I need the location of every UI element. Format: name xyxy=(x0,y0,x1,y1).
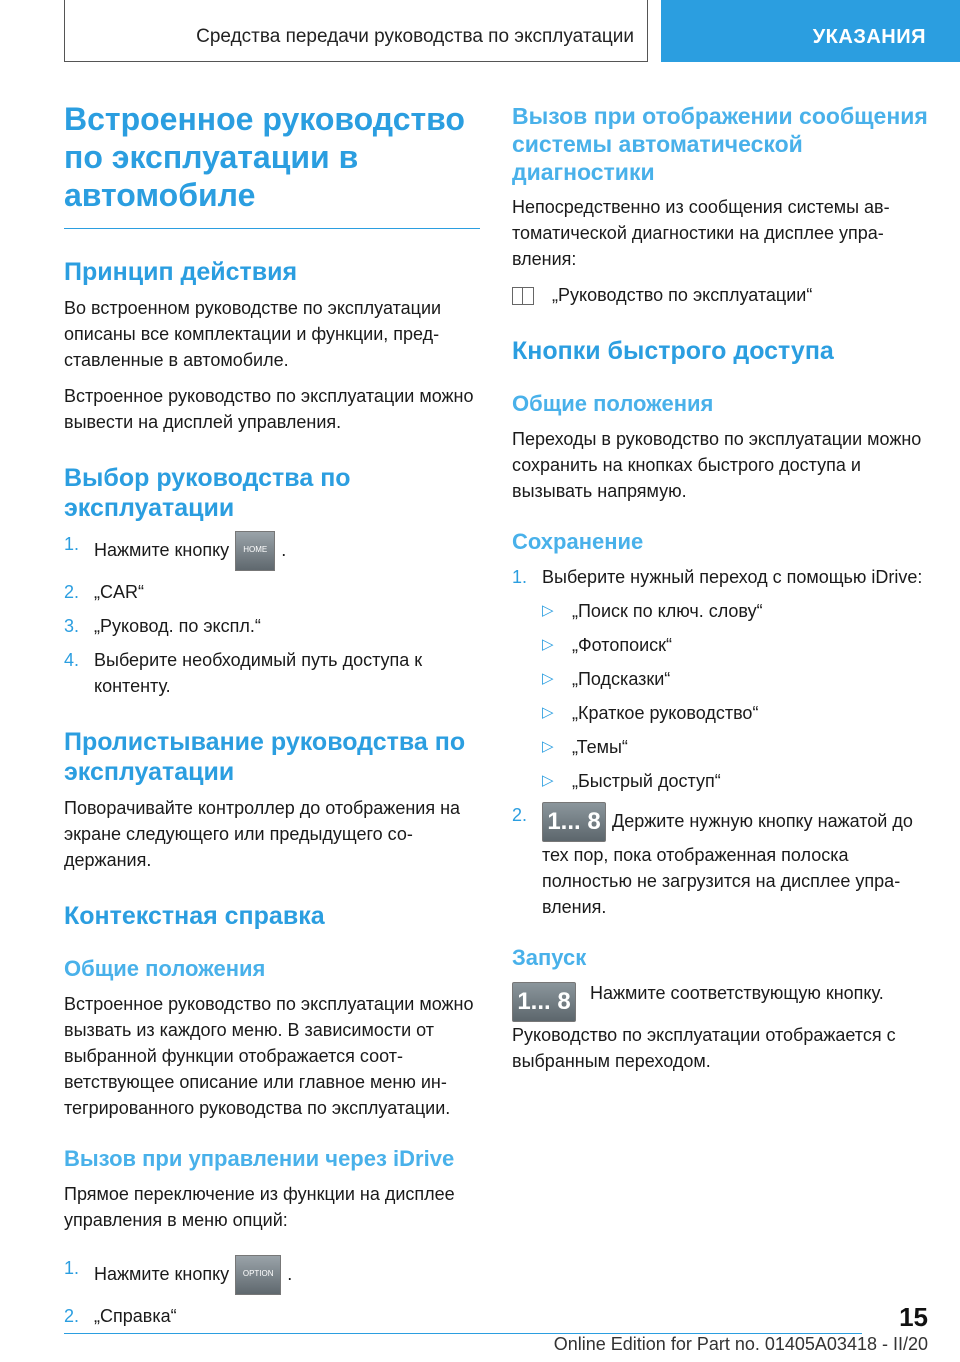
list-item xyxy=(64,1255,480,1295)
section-diagnostic-title: Вызов при отображении сообщения системы автоматической диагностики xyxy=(512,103,928,185)
step-text-after: . xyxy=(281,539,287,560)
right-column xyxy=(512,100,932,1084)
list-item xyxy=(64,531,480,571)
list-item xyxy=(542,632,932,658)
step-number: 1. xyxy=(64,534,80,554)
step-number: 2. xyxy=(64,582,80,602)
section-context-title: Контекстная справка xyxy=(64,902,325,930)
section-favorites-title: Кнопки быстрого доступа xyxy=(512,337,834,365)
step-text: Выберите необходимый путь доступа к контенту. xyxy=(94,650,423,696)
option-button-icon: OPTION xyxy=(235,1255,281,1295)
step-text: „Руковод. по экспл.“ xyxy=(94,616,261,636)
step-number: 1. xyxy=(64,1258,80,1278)
list-item xyxy=(64,579,480,605)
favorites-save-title: Сохранение xyxy=(512,529,644,554)
context-idrive-title: Вызов при управлении через iDrive xyxy=(64,1146,455,1171)
run-p2: Нажмите соответствующую кнопку. xyxy=(590,983,884,1003)
list-item xyxy=(64,647,480,699)
left-column xyxy=(64,100,480,1337)
context-general-title: Общие положения xyxy=(64,956,266,981)
triangle-icon: ▷ xyxy=(542,602,554,619)
diagnostic-p1: Непосредственно из сообщения системы автоматической диагностики на дисплее управления: xyxy=(512,197,890,269)
page-number: 15 xyxy=(899,1302,928,1332)
bullet-text: „Поиск по ключ. слову“ xyxy=(572,601,763,621)
header-tab-label: УКАЗАНИЯ xyxy=(812,26,926,48)
step-number: 3. xyxy=(64,616,80,636)
run-p3: Руководство по эксплуатации отображается с выбранным переходом. xyxy=(512,1025,896,1071)
section-select-title: Выбор руководства по эксплуатации xyxy=(64,464,351,522)
triangle-icon: ▷ xyxy=(542,738,554,755)
book-icon xyxy=(512,287,534,305)
step-text: Нажмите кнопку xyxy=(94,539,230,560)
bullet-text: „Темы“ xyxy=(572,737,628,757)
step-text: „CAR“ xyxy=(94,582,144,602)
favorites-button-icon: 1... 8 xyxy=(542,802,606,842)
section-scroll-p1: Поворачивайте контроллер до отображения на экране следующего или предыдущего содержания. xyxy=(64,798,461,870)
list-item xyxy=(64,613,480,639)
bullet-text: „Быстрый доступ“ xyxy=(572,771,721,791)
select-steps xyxy=(64,531,480,699)
step-text: Выберите нужный переход с помощью iDrive: xyxy=(542,567,923,587)
triangle-icon: ▷ xyxy=(542,704,554,721)
page-title: Встроенное руководство по эксплуатации в автомобиле xyxy=(64,101,465,213)
diagnostic-ref-text: „Руководство по эксплуатации“ xyxy=(552,285,813,305)
step-text: Нажмите кнопку xyxy=(94,1263,230,1284)
favorites-general-title: Общие положения xyxy=(512,391,714,416)
footer-edition: Online Edition for Part no. 01405A03418 - II/20 xyxy=(553,1334,928,1354)
favorites-general-p1: Переходы в руководство по эксплуатации можно сохранить на кнопках быстрого доступа и вызывать напрямую. xyxy=(512,429,922,501)
bullet-text: „Фотопоиск“ xyxy=(572,635,673,655)
list-item xyxy=(542,734,932,760)
run-block xyxy=(512,980,932,1022)
step-number: 2. xyxy=(64,1306,80,1326)
list-item xyxy=(542,700,932,726)
favorites-run-title: Запуск xyxy=(512,945,587,970)
triangle-icon: ▷ xyxy=(542,772,554,789)
context-general-p1: Встроенное руководство по эксплуатации можно вызвать из каждого меню. В зависимости от выбранной функции отображается соответствующее описание или главное меню интегрированного руководства по эксплуатации. xyxy=(64,994,474,1118)
list-item xyxy=(512,564,932,794)
save-steps xyxy=(512,564,932,920)
list-item xyxy=(542,768,932,794)
bullet-text: „Подсказки“ xyxy=(572,669,671,689)
step-number: 2. xyxy=(512,805,528,825)
list-item xyxy=(512,802,932,920)
step-text: „Справка“ xyxy=(94,1306,177,1326)
section-principle-p2: Встроенное руководство по эксплуатации можно вывести на дисплей управления. xyxy=(64,386,474,432)
save-bullets xyxy=(542,598,932,794)
step-number: 4. xyxy=(64,650,80,670)
list-item xyxy=(64,1303,480,1329)
step-text: Держите нужную кнопку нажатой до тех пор, пока отображенная полоска полностью не загрузится на дисплее управления. xyxy=(542,810,913,917)
triangle-icon: ▷ xyxy=(542,670,554,687)
section-principle-p1: Во встроенном руководстве по эксплуатации описаны все комплектации и функции, представленные в автомобиле. xyxy=(64,298,442,370)
context-idrive-p2: Прямое переключение из функции на дисплее управления в меню опций: xyxy=(64,1184,455,1230)
title-rule xyxy=(64,228,480,229)
list-item xyxy=(542,598,932,624)
section-scroll-title: Пролистывание руководства по эксплуатации xyxy=(64,728,466,786)
home-button-icon: HOME xyxy=(235,531,275,571)
triangle-icon: ▷ xyxy=(542,636,554,653)
favorites-button-icon: 1... 8 xyxy=(512,982,576,1022)
diagnostic-ref xyxy=(512,282,932,308)
list-item xyxy=(542,666,932,692)
header-tab[interactable] xyxy=(661,0,960,62)
step-number: 1. xyxy=(512,567,528,587)
context-steps xyxy=(64,1255,480,1329)
step-text-after: . xyxy=(287,1263,293,1284)
header-title: Средства передачи руководства по эксплуатации xyxy=(196,26,634,47)
bullet-text: „Краткое руководство“ xyxy=(572,703,759,723)
section-principle-title: Принцип действия xyxy=(64,258,298,286)
